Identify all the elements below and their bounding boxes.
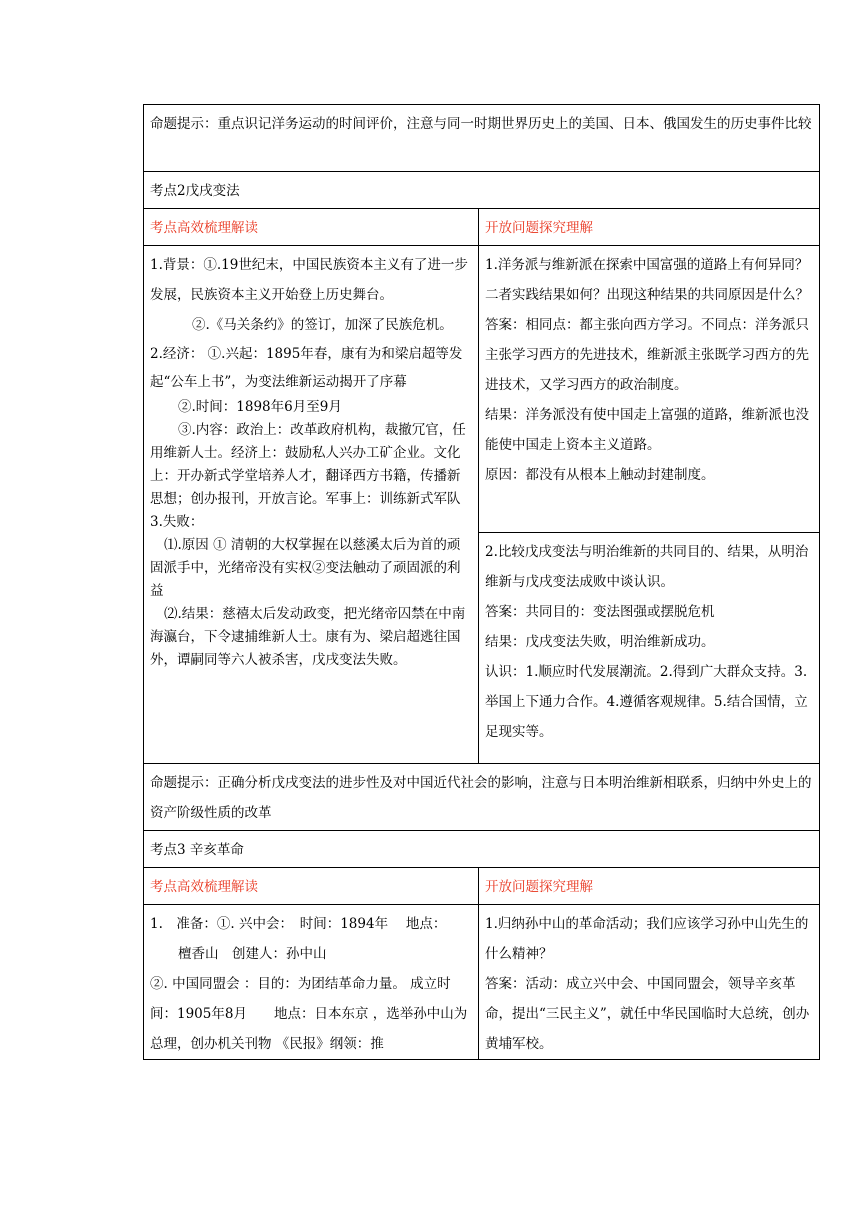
prep-line-1: 1. 准备：①. 兴中会： 时间：1894年 地点： bbox=[150, 916, 447, 932]
hint-row-2 bbox=[144, 764, 820, 831]
q2-result: 结果：戊戌变法失败，明治维新成功。 bbox=[485, 634, 715, 650]
content-line: ③.内容：政治上：改革政府机构，裁撤冗官，任用维新人士。经济上：鼓励私人兴办工矿企业。文化上：开办新式学堂培养人才，翻译西方书籍，传播新思想；创办报刊，开放言论。军事上：训练新式军队 bbox=[150, 422, 466, 507]
economy-line-1: 2.经济： ①.兴起：1895年春，康有为和梁启超等发起“公车上书”，为变法维新运动揭开了序幕 bbox=[150, 346, 463, 390]
left-column-title: 考点高效梳理解读 bbox=[144, 209, 479, 246]
point2-right-q2-cell bbox=[479, 533, 820, 764]
time-line: ②.时间：1898年6月至9月 bbox=[178, 399, 342, 415]
prep-line-2: 檀香山 创建人：孙中山 bbox=[178, 946, 327, 962]
q1-answer: 答案：相同点：都主张向西方学习。不同点：洋务派只主张学习西方的先进技术，维新派主张既学习西方的先进技术，又学习西方的政治制度。 bbox=[485, 317, 809, 393]
point2-left-cell bbox=[144, 246, 479, 764]
point3-left-column-title: 考点高效梳理解读 bbox=[144, 868, 479, 905]
hint-1: 命题提示：重点识记洋务运动的时间评价，注意与同一时期世界历史上的美国、日本、俄国发生的历史事件比较 bbox=[144, 105, 820, 172]
p3-answer: 答案：活动：成立兴中会、中国同盟会，领导辛亥革命，提出“三民主义”，就任中华民国临时大总统，创办黄埔军校。 bbox=[485, 976, 810, 1052]
point2-header-row bbox=[144, 209, 820, 246]
right-column-title: 开放问题探究理解 bbox=[479, 209, 820, 246]
q1-reason: 原因：都没有从根本上触动封建制度。 bbox=[485, 467, 715, 483]
point3-right-cell bbox=[479, 905, 820, 1060]
point3-right-column-title: 开放问题探究理解 bbox=[479, 868, 820, 905]
review-table bbox=[143, 104, 820, 1060]
point3-left-cell bbox=[144, 905, 479, 1060]
point2-title-row bbox=[144, 172, 820, 209]
point2-right-q1-cell bbox=[479, 246, 820, 533]
point3-title-row bbox=[144, 831, 820, 868]
q2-insight: 认识：1.顺应时代发展潮流。2.得到广大群众支持。3.举国上下通力合作。4.遵循客观规律。5.结合国情，立足现实等。 bbox=[485, 664, 808, 740]
point2-title: 考点2戊戌变法 bbox=[144, 172, 820, 209]
point2-content-row bbox=[144, 246, 820, 533]
background-line-2: ②.《马关条约》的签订，加深了民族危机。 bbox=[192, 317, 453, 333]
background-line-1: 1.背景：①.19世纪末，中国民族资本主义有了进一步发展，民族资本主义开始登上历史舞台。 bbox=[150, 257, 468, 303]
hint-row-1 bbox=[144, 105, 820, 172]
prep-line-3: ②. 中国同盟会 ：目的：为团结革命力量。 成立时间：1905年8月 地点：日本东京 ，选举孙中山为总理，创办机关刊物 《民报》纲领：推 bbox=[150, 976, 468, 1052]
failure-title: 3.失败： bbox=[150, 514, 204, 530]
document-table-container bbox=[143, 104, 819, 1060]
point3-title: 考点3 辛亥革命 bbox=[144, 831, 820, 868]
q1-question: 1.洋务派与维新派在探索中国富强的道路上有何异同？二者实践结果如何？出现这种结果的共同原因是什么？ bbox=[485, 257, 809, 303]
p3-question: 1.归纳孙中山的革命活动；我们应该学习孙中山先生的什么精神？ bbox=[485, 916, 809, 962]
point3-content-row bbox=[144, 905, 820, 1060]
q2-question: 2.比较戊戌变法与明治维新的共同目的、结果，从明治维新与戊戌变法成败中谈认识。 bbox=[485, 544, 809, 590]
hint-2: 命题提示：正确分析戊戌变法的进步性及对中国近代社会的影响，注意与日本明治维新相联系，归纳中外史上的资产阶级性质的改革 bbox=[144, 764, 820, 831]
point3-header-row bbox=[144, 868, 820, 905]
failure-reason: ⑴.原因 ① 清朝的大权掌握在以慈溪太后为首的顽固派手中，光绪帝没有实权②变法触动了顽固派的利益 bbox=[150, 537, 461, 599]
failure-result: ⑵.结果：慈禧太后发动政变，把光绪帝囚禁在中南海瀛台，下令逮捕维新人士。康有为、梁启超逃往国外，谭嗣同等六人被杀害，戊戌变法失败。 bbox=[150, 606, 466, 668]
q1-result: 结果：洋务派没有使中国走上富强的道路，维新派也没能使中国走上资本主义道路。 bbox=[485, 407, 809, 453]
q2-answer: 答案：共同目的：变法图强或摆脱危机 bbox=[485, 604, 715, 620]
